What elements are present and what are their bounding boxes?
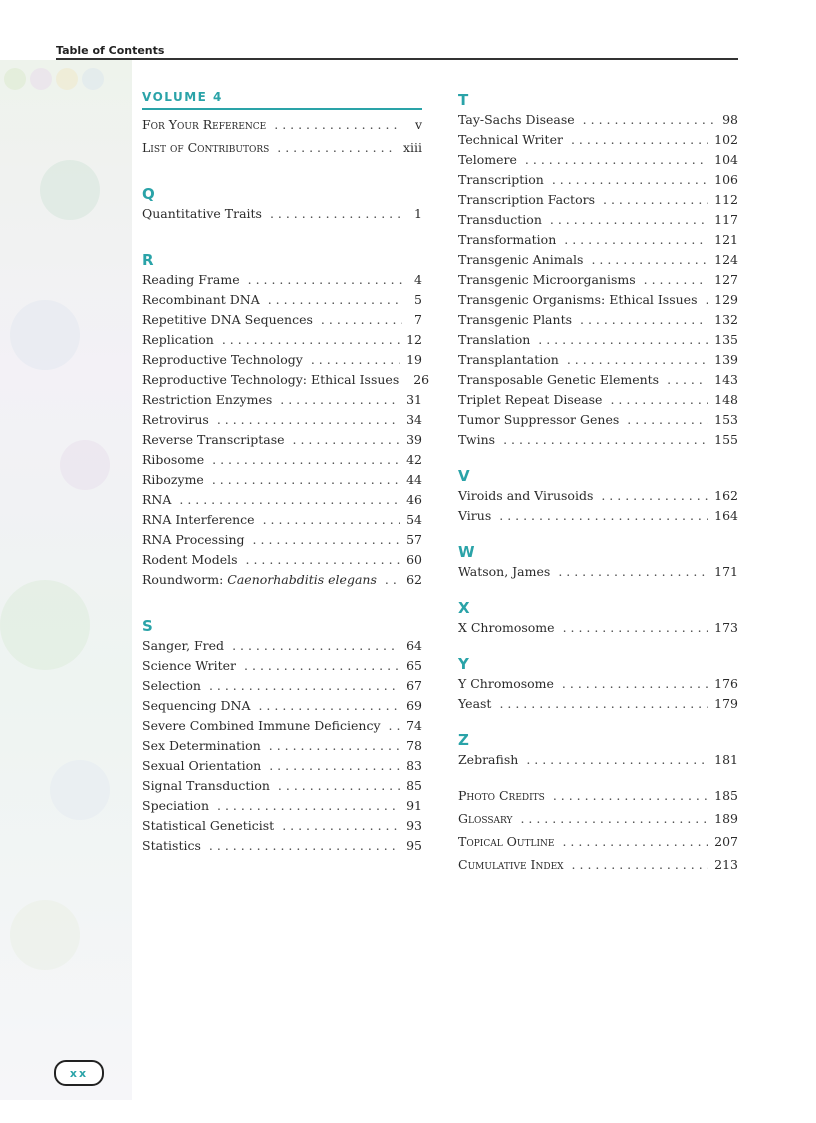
toc-entry[interactable]: Topical Outline . . . 207 <box>458 832 738 852</box>
toc-entry[interactable]: Speciation . . . 91 <box>142 796 422 816</box>
toc-entry[interactable]: Yeast . . . 179 <box>458 694 738 714</box>
toc-entry[interactable]: Reproductive Technology: Ethical Issues 26 <box>142 372 430 387</box>
toc-entry[interactable]: Twins . . . 155 <box>458 430 738 450</box>
toc-entry[interactable]: Rodent Models . . . 60 <box>142 550 422 570</box>
section-letter: Q <box>142 185 155 203</box>
toc-entry[interactable]: Cumulative Index . . . 213 <box>458 855 738 875</box>
toc-entry[interactable]: Transgenic Organisms: Ethical Issues . . . 129 <box>458 290 738 310</box>
toc-entry[interactable]: Signal Transduction . . . 85 <box>142 776 422 796</box>
toc-entry[interactable]: RNA . . . 46 <box>142 490 422 510</box>
toc-entry[interactable]: Sanger, Fred . . . 64 <box>142 636 422 656</box>
toc-entry[interactable]: Zebrafish . . . 181 <box>458 750 738 770</box>
section-letter: T <box>458 91 469 109</box>
toc-entry[interactable]: Roundworm: Caenorhabditis elegans . . . 62 <box>142 570 422 590</box>
toc-entry[interactable]: Watson, James . . . 171 <box>458 562 738 582</box>
toc-entry[interactable]: Transduction . . . 117 <box>458 210 738 230</box>
toc-entry[interactable]: Sex Determination . . . 78 <box>142 736 422 756</box>
toc-entry[interactable]: Severe Combined Immune Deficiency . . . 74 <box>142 716 422 736</box>
toc-entry[interactable]: Ribosome . . . 42 <box>142 450 422 470</box>
toc-entry[interactable]: List of Contributors . . . xiii <box>142 138 422 158</box>
toc-entry[interactable]: Transcription . . . 106 <box>458 170 738 190</box>
toc-entry[interactable]: Y Chromosome . . . 176 <box>458 674 738 694</box>
toc-right-column <box>458 90 738 875</box>
toc-entry[interactable]: Repetitive DNA Sequences . . . 7 <box>142 310 422 330</box>
section-letter: R <box>142 251 154 269</box>
volume-heading: VOLUME 4 <box>142 90 422 110</box>
toc-entry[interactable]: Translation . . . 135 <box>458 330 738 350</box>
toc-entry[interactable]: RNA Processing . . . 57 <box>142 530 422 550</box>
toc-entry[interactable]: Telomere . . . 104 <box>458 150 738 170</box>
toc-entry[interactable]: Ribozyme . . . 44 <box>142 470 422 490</box>
toc-entry[interactable]: X Chromosome . . . 173 <box>458 618 738 638</box>
toc-entry[interactable]: Glossary . . . 189 <box>458 809 738 829</box>
section-letter: Z <box>458 731 469 749</box>
toc-entry[interactable]: Selection . . . 67 <box>142 676 422 696</box>
toc-left-column <box>142 90 430 856</box>
toc-entry[interactable]: Reading Frame . . . 4 <box>142 270 422 290</box>
toc-entry[interactable]: For Your Reference . . . v <box>142 115 422 135</box>
toc-entry[interactable]: Transformation . . . 121 <box>458 230 738 250</box>
toc-entry[interactable]: Statistical Geneticist . . . 93 <box>142 816 422 836</box>
section-letter: X <box>458 599 470 617</box>
toc-entry[interactable]: Triplet Repeat Disease . . . 148 <box>458 390 738 410</box>
toc-entry[interactable]: Transgenic Microorganisms . . . 127 <box>458 270 738 290</box>
toc-entry[interactable]: Replication . . . 12 <box>142 330 422 350</box>
toc-entry[interactable]: Virus . . . 164 <box>458 506 738 526</box>
toc-entry[interactable]: Restriction Enzymes . . . 31 <box>142 390 422 410</box>
header-rule <box>56 58 738 60</box>
toc-entry[interactable]: Transgenic Animals . . . 124 <box>458 250 738 270</box>
decorative-side-artwork <box>0 60 132 1100</box>
toc-entry[interactable]: RNA Interference . . . 54 <box>142 510 422 530</box>
toc-entry[interactable]: Quantitative Traits . . . 1 <box>142 204 422 224</box>
running-header: Table of Contents <box>56 44 165 57</box>
section-letter: W <box>458 543 475 561</box>
toc-entry[interactable]: Retrovirus . . . 34 <box>142 410 422 430</box>
toc-entry[interactable]: Transcription Factors . . . 112 <box>458 190 738 210</box>
section-letter: V <box>458 467 470 485</box>
toc-entry[interactable]: Transgenic Plants . . . 132 <box>458 310 738 330</box>
toc-entry[interactable]: Transplantation . . . 139 <box>458 350 738 370</box>
page-number-badge: xx <box>54 1060 104 1086</box>
toc-entry[interactable]: Science Writer . . . 65 <box>142 656 422 676</box>
toc-entry[interactable]: Tumor Suppressor Genes . . . 153 <box>458 410 738 430</box>
toc-entry[interactable]: Photo Credits . . . 185 <box>458 786 738 806</box>
toc-entry[interactable]: Reverse Transcriptase . . . 39 <box>142 430 422 450</box>
toc-entry[interactable]: Technical Writer . . . 102 <box>458 130 738 150</box>
toc-entry[interactable]: Sexual Orientation . . . 83 <box>142 756 422 776</box>
toc-entry[interactable]: Reproductive Technology . . . 19 <box>142 350 422 370</box>
section-letter: S <box>142 617 153 635</box>
toc-entry[interactable]: Sequencing DNA . . . 69 <box>142 696 422 716</box>
toc-entry[interactable]: Transposable Genetic Elements . . . 143 <box>458 370 738 390</box>
toc-entry[interactable]: Statistics . . . 95 <box>142 836 422 856</box>
toc-entry[interactable]: Recombinant DNA . . . 5 <box>142 290 422 310</box>
toc-entry[interactable]: Viroids and Virusoids . . . 162 <box>458 486 738 506</box>
section-letter: Y <box>458 655 469 673</box>
toc-entry[interactable]: Tay-Sachs Disease . . . 98 <box>458 110 738 130</box>
